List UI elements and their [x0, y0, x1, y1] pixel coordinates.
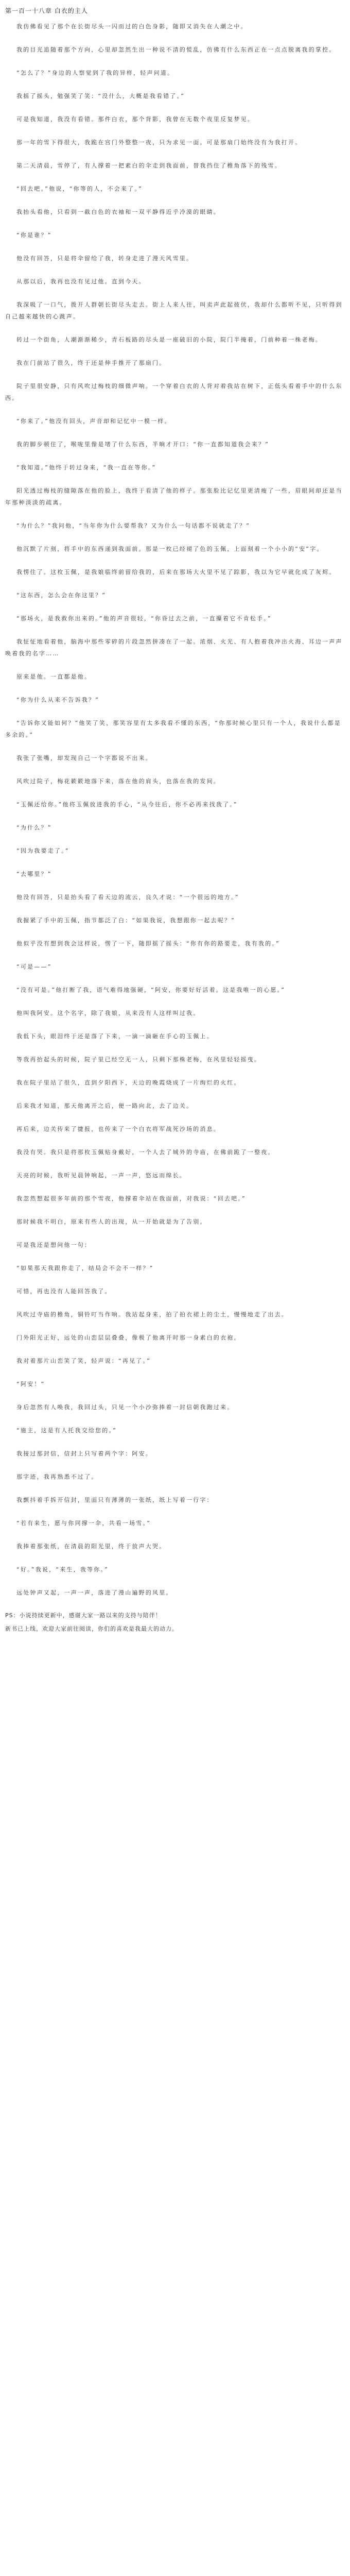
paragraph: “告诉你又能如何？”他笑了笑，那笑容里有太多我看不懂的东西，“你那时候心里只有一个人，我说什么都是多余的。”	[5, 720, 341, 738]
paragraph: 我握紧了手中的玉佩，指节都泛了白：“如果我说，我想跟你一起去呢？”	[16, 917, 235, 924]
chapter-body	[5, 21, 344, 1599]
paragraph: 院子里很安静，只有风吹过梅枝的细微声响。一个穿着白衣的人背对着我站在树下，正低头看着手中的什么东西。	[5, 383, 343, 401]
paragraph: 可是我知道，我没有看错。那件白衣，那个背影，我曾在无数个夜里反复梦见。	[16, 116, 254, 123]
paragraph: 那字迹，我再熟悉不过了。	[16, 1473, 98, 1480]
paragraph: “你来了。”他没有回头，声音却和记忆中一模一样。	[16, 418, 171, 425]
paragraph: “你为什么从来不告诉我？”	[16, 697, 99, 703]
paragraph: “可是——”	[16, 963, 52, 970]
paragraph: 风吹过寺庙的檐角，铜铃叮当作响。我站起身来，拍了拍衣裙上的尘土，慢慢地走了出去。	[16, 1311, 288, 1318]
paragraph: 他沉默了片刻，将手中的东西递到我面前。那是一枚已经褪了色的玉佩，上面刻着一个小小的“安”字。	[16, 546, 324, 552]
paragraph: 我的脚步顿住了，喉咙里像是堵了什么东西，半晌才开口：“你一直都知道我会来？”	[16, 441, 269, 448]
paragraph: 那一年的雪下得很大，我跪在宫门外整整一夜，只为求见一面。可是那扇门始终没有为我打开。	[16, 139, 302, 146]
paragraph: 第二天清晨，雪停了，有人撑着一把素白的伞走到我面前，替我挡住了檐角落下的残雪。	[16, 162, 282, 169]
paragraph: 可是我还是想问他一句：	[16, 1242, 92, 1248]
paragraph: 我愣住了。这枚玉佩，是我娘临终前留给我的，后来在那场大火里不见了踪影，我以为它早就化成了灰烬。	[16, 569, 336, 575]
paragraph: 我颤抖着手拆开信封，里面只有薄薄的一张纸，纸上写着一行字：	[16, 1497, 214, 1503]
paragraph: “去哪里？”	[16, 871, 52, 877]
paragraph: 风吹过院子，梅花簌簌地落下来，落在他的肩头，也落在我的发间。	[16, 778, 220, 785]
paragraph: 天亮的时候，我听见晨钟响起，一声一声，悠远而绵长。	[16, 1172, 186, 1179]
paragraph: 我在门前站了很久，终于还是伸手推开了那扇门。	[16, 360, 166, 366]
paragraph: “回去吧。”他说，“你等的人，不会来了。”	[16, 185, 143, 192]
paragraph: 我捧着那张纸，在清晨的阳光里，终于放声大哭。	[16, 1543, 166, 1550]
paragraph: “这东西，怎么会在你这里？”	[16, 592, 107, 599]
paragraph: “阿安！”	[16, 1381, 45, 1387]
paragraph: “施主，这是有人托我交给您的。”	[16, 1427, 117, 1434]
paragraph: “好。”我说，“来生，我等你。”	[16, 1566, 109, 1573]
paragraph: 阳光透过梅枝的缝隙落在他的脸上，我终于看清了他的样子。那张脸比记忆里更清瘦了一些，眉眼间却还是当年那种淡淡的疏离。	[5, 487, 343, 506]
paragraph: 可惜，再也没有人能回答我了。	[16, 1288, 112, 1295]
paragraph: 他没有回答，只是将伞留给了我，转身走进了漫天风雪里。	[16, 255, 194, 262]
paragraph: 后来我才知道，那天他离开之后，便一路向北，去了边关。	[16, 1103, 194, 1109]
paragraph: “我知道。”他终于转过身来，“我一直在等你。”	[16, 464, 156, 471]
paragraph: 我摇了摇头，勉强笑了笑：“没什么，大概是我看错了。”	[16, 93, 185, 99]
paragraph: “那场火，是我救你出来的。”他的声音很轻，“你昏过去之前，一直攥着它不肯松手。”	[16, 615, 272, 622]
paragraph: 我深吸了一口气，拨开人群朝长街尽头走去。街上人来人往，叫卖声此起彼伏，我却什么都听不见，只听得到自己越来越快的心跳声。	[5, 301, 343, 320]
chapter-footer	[5, 1610, 344, 1635]
paragraph: 远处钟声又起，一声一声，落进了漫山遍野的风里。	[16, 1589, 173, 1596]
paragraph: 我张了张嘴，却发现自己一个字都说不出来。	[16, 755, 152, 761]
paragraph: 我怔怔地看着他，脑海中那些零碎的片段忽然拼凑在了一起。浓烟、火光、有人抱着我冲出火海、耳边一声声唤着我的名字……	[5, 638, 343, 657]
paragraph: 从那以后，我再也没有见过他。直到今天。	[16, 278, 146, 285]
paragraph: “玉佩还给你。”他将玉佩放进我的手心，“从今往后，你不必再来找我了。”	[16, 801, 238, 808]
paragraph: 我忽然想起很多年前的那个雪夜，他撑着伞站在我面前，对我说：“回去吧。”	[16, 1195, 246, 1202]
paragraph: 他叫我阿安。这个名字，除了我娘，从来没有人这样叫过我。	[16, 1010, 200, 1016]
paragraph: “为什么？”我问他，“当年你为什么要帮我？又为什么一句话都不说就走了？”	[16, 522, 250, 529]
paragraph: 我低下头，眼泪终于还是落了下来，一滴一滴砸在手心的玉佩上。	[16, 1033, 214, 1040]
footer-note: 新书已上线，欢迎大家前往阅读，你们的喜欢是我最大的动力。	[5, 1625, 178, 1632]
paragraph: 那时候我不明白，原来有些人的出现，从一开始就是为了告别。	[16, 1218, 207, 1225]
paragraph: “若有来生，愿与你同撑一伞，共看一场雪。”	[16, 1520, 151, 1527]
paragraph: 我在院子里站了很久，直到夕阳西下，天边的晚霞烧成了一片绚烂的火红。	[16, 1079, 241, 1086]
paragraph: “你是谁？”	[16, 232, 52, 239]
paragraph: 身后忽然有人唤我，我回过头，只见一个小沙弥捧着一封信朝我跑过来。	[16, 1404, 234, 1411]
paragraph: 门外阳光正好，远处的山峦层层叠叠，像极了他离开时那一身素白的衣袍。	[16, 1334, 241, 1341]
paragraph: “因为我要走了。”	[16, 848, 69, 854]
chapter-title: 第一百一十八章 白衣的主人	[5, 7, 88, 14]
paragraph: 原来是他。一直都是他。	[16, 673, 92, 680]
paragraph: 我没有哭。我只是将那枚玉佩贴身戴好，一个人去了城外的寺庙，在佛前跪了一整夜。	[16, 1149, 275, 1156]
paragraph: 等我再抬起头的时候，院子里已经空无一人，只剩下那株老梅，在风里轻轻摇曳。	[16, 1056, 261, 1063]
paragraph: 他似乎没有想到我会这样说，愣了一下，随即摇了摇头：“你有你的路要走，我有我的。”	[16, 940, 280, 947]
paragraph: 我的目光追随着那个方向，心里却忽然生出一种说不清的慌乱，仿佛有什么东西正在一点点脱离我的掌控。	[16, 46, 336, 53]
paragraph: 他没有回答，只是抬头看了看天边的流云，良久才说：“一个很远的地方。”	[16, 894, 239, 901]
paragraph: “没有可是。”他打断了我，语气难得地强硬，“阿安，你要好好活着。这是我唯一的心愿。”	[16, 987, 286, 993]
paragraph: “为什么？”	[16, 824, 52, 831]
paragraph: 我仿佛看见了那个在长街尽头一闪而过的白色身影，随即又消失在人潮之中。	[16, 23, 248, 30]
paragraph: 再后来，边关传来了捷报，也传来了一个白衣将军战死沙场的消息。	[16, 1126, 220, 1132]
paragraph: 我接过那封信，信封上只写着两个字：阿安。	[16, 1450, 152, 1457]
paragraph: “怎么了？”身边的人察觉到了我的异样，轻声问道。	[16, 70, 174, 76]
paragraph: 转过一个街角，人潮渐渐稀少，青石板路的尽头是一座破旧的小院，院门半掩着，门前种着一株老梅。	[16, 336, 322, 343]
paragraph: “如果那天我跟你走了，结局会不会不一样？”	[16, 1265, 154, 1272]
paragraph: 我对着那片山峦笑了笑，轻声说：“再见了。”	[16, 1358, 151, 1364]
paragraph: 我抬头看他，只看到一截白色的衣袖和一双平静得近乎冷漠的眼睛。	[16, 209, 220, 215]
footer-note: PS：小说持续更新中，感谢大家一路以来的支持与陪伴！	[5, 1612, 162, 1619]
